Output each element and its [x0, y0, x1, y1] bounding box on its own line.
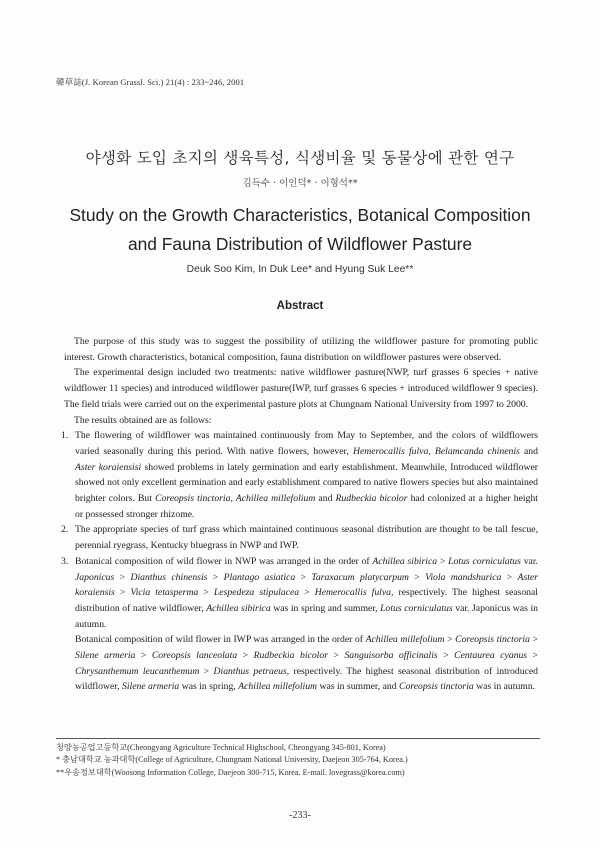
- species-name: Japonicus: [75, 571, 115, 583]
- text-run: The appropriate species of turf grass which maintained continuous seasonal distribution are thought to be tall fescue, perennial ryegrass, Kentucky bluegrass in NWP and IWP.: [75, 524, 538, 552]
- title-english-line-1: Study on the Growth Characteristics, Botanical Composition: [69, 205, 531, 225]
- abstract-paragraph-results-intro: The results obtained are as follows:: [74, 414, 212, 426]
- abstract-body: [61, 334, 539, 695]
- text-run: >: [135, 650, 152, 662]
- text-run: >: [437, 650, 455, 662]
- result-number: 3.: [61, 555, 69, 567]
- species-name: Chrysanthemum leucanthemum: [75, 665, 200, 677]
- species-name: Dianthus chinensis: [130, 571, 208, 583]
- text-run: had colonized at a higher height or possessed stronger rhizome.: [75, 493, 538, 520]
- species-name: Aster koraiensisi: [75, 461, 142, 473]
- result-number: 1.: [61, 430, 69, 442]
- species-name: Hemerocallis fulva, Belamcanda chinenis: [352, 445, 520, 457]
- text-run: >: [199, 665, 214, 677]
- text-run: and: [519, 445, 538, 457]
- footnotes: [56, 742, 536, 779]
- authors-korean: 김득수 · 이인덕* · 이형석**: [242, 178, 358, 189]
- text-run: Botanical composition of wild flower in IWP was arranged in the order of: [75, 634, 366, 646]
- result-text-continued: [75, 632, 538, 695]
- text-run: >: [299, 587, 315, 599]
- species-name: Achillea millefolium: [365, 634, 445, 646]
- footnote-affiliation-1: 청양농공업고등학교(Cheongyang Agriculture Technical Highschool, Cheongyang 345-801, Korea): [56, 743, 386, 752]
- species-name: Achillea sibirica: [206, 602, 271, 614]
- text-run: >: [114, 571, 131, 583]
- species-name: Lespedeza stipulacea: [213, 587, 300, 599]
- abstract-paragraph-purpose: The purpose of this study was to suggest the possibility of utilizing the wildflower pasture for promoting public interest. Growth characteristics, botanical composition, fauna distribution on wildflower pastures were observed.: [64, 336, 538, 363]
- text-run: The flowering of wildflower was maintained continuously from May to September, and the colors of wildflowers varied seasonally during this period. With native flowers, however,: [75, 430, 538, 457]
- species-name: Lotus corniculatus: [380, 602, 453, 614]
- text-run: was in spring,: [179, 681, 239, 693]
- species-name: Hemerocallis fulva,: [314, 587, 394, 599]
- species-name: Coreopsis lanceolata: [151, 650, 238, 662]
- species-name: Aster koraiensis: [75, 571, 538, 599]
- text-run: >: [237, 650, 254, 662]
- authors-english: Deuk Soo Kim, In Duk Lee* and Hyung Suk Lee**: [186, 264, 414, 275]
- species-name: Achillea sibirica: [372, 555, 438, 567]
- text-run: >: [527, 650, 539, 662]
- text-run: >: [444, 634, 456, 646]
- text-run: >: [529, 634, 538, 646]
- species-name: Rudbeckia bicolor: [253, 650, 328, 662]
- species-name: Lotus corniculatus: [448, 555, 521, 567]
- footnote-affiliation-2: * 충남대학교 농과대학(College of Agriculture, Chungnam National University, Daejeon 305-764, Korea.): [56, 755, 408, 765]
- text-run: >: [327, 650, 345, 662]
- result-number: 2.: [61, 524, 69, 536]
- results-list: [61, 428, 539, 695]
- species-name: Centaurea cyanus: [454, 650, 528, 662]
- species-name: Achillea millefolium: [238, 681, 318, 693]
- text-run: Botanical composition of wild flower in NWP was arranged in the order of: [75, 555, 373, 567]
- result-item-2: [61, 522, 538, 553]
- species-name: Vicia tetasperma: [130, 587, 199, 599]
- text-run: >: [207, 571, 224, 583]
- species-name: Rudbeckia bicolor: [335, 493, 408, 505]
- text-run: var. Japonicus was in autumn.: [75, 602, 538, 630]
- text-run: was in summer, and: [317, 681, 400, 693]
- text-run: >: [198, 587, 214, 599]
- abstract-heading: Abstract: [276, 300, 324, 312]
- species-name: Plantago asiatica: [223, 571, 296, 583]
- result-text: [75, 428, 538, 522]
- species-name: Sanguisorba officinalis: [344, 650, 438, 662]
- species-name: Coreopsis tinctoria: [455, 634, 530, 646]
- text-run: showed problems in lately germination and early establishment. Meanwhile, Introduced wildflower showed not only excellent germination and early establishment compared to native flowers species but also maintained brighter colors. But: [75, 461, 538, 505]
- text-run: var.: [520, 555, 538, 567]
- page-number: -233-: [289, 810, 311, 821]
- species-name: Coreopsis tinctoria: [399, 681, 474, 693]
- species-name: Silene armeria: [121, 681, 180, 693]
- footnote-divider: [56, 738, 540, 739]
- title-korean: 야생화 도입 초지의 생육특성, 식생비율 및 동물상에 관한 연구: [85, 149, 515, 167]
- result-text: [75, 554, 538, 633]
- text-run: >: [114, 587, 131, 599]
- text-run: >: [501, 571, 518, 583]
- title-english-line-2: and Fauna Distribution of Wildflower Pasture: [127, 234, 473, 254]
- text-run: respectively. The highest seasonal distribution of introduced wildflower,: [75, 665, 539, 693]
- species-name: Coreopsis tinctoria, Achillea millefolium: [155, 493, 316, 505]
- footnote-affiliation-3: **우송정보대학(Woosong Information College, Daejeon 300-715, Korea. E-mail. lovegrass@korea.com): [56, 767, 405, 777]
- journal-citation: 韓草誌(J. Korean Grassl. Sci.) 21(4) : 233~246, 2001: [56, 77, 245, 87]
- text-run: >: [408, 571, 426, 583]
- species-name: Dianthus petraeus,: [213, 665, 290, 677]
- abstract-paragraph-design: The experimental design included two treatments: native wildflower pasture(NWP, turf grasses 6 species + native wildflower 11 species) and introduced wildflower pasture(IWP, turf grasses 6 species + introduced wildflower 9 species). The field trials were carried out on the experimental pasture plots at Chungnam National University from 1997 to 2000.: [64, 367, 538, 410]
- text-run: and: [315, 493, 336, 505]
- text-run: was in spring and summer,: [270, 602, 381, 614]
- species-name: Viola mandshurica: [425, 571, 502, 583]
- species-name: Taraxacum platycarpum: [311, 571, 409, 583]
- text-run: was in autumn.: [473, 681, 536, 693]
- text-run: >: [295, 571, 312, 583]
- result-text: [75, 522, 538, 553]
- text-run: >: [437, 555, 449, 567]
- species-name: Silene armeria: [75, 650, 136, 662]
- result-item-3: [61, 554, 539, 695]
- result-item-1: [61, 428, 538, 522]
- text-run: respectively. The highest seasonal distribution of native wildflower,: [75, 587, 539, 614]
